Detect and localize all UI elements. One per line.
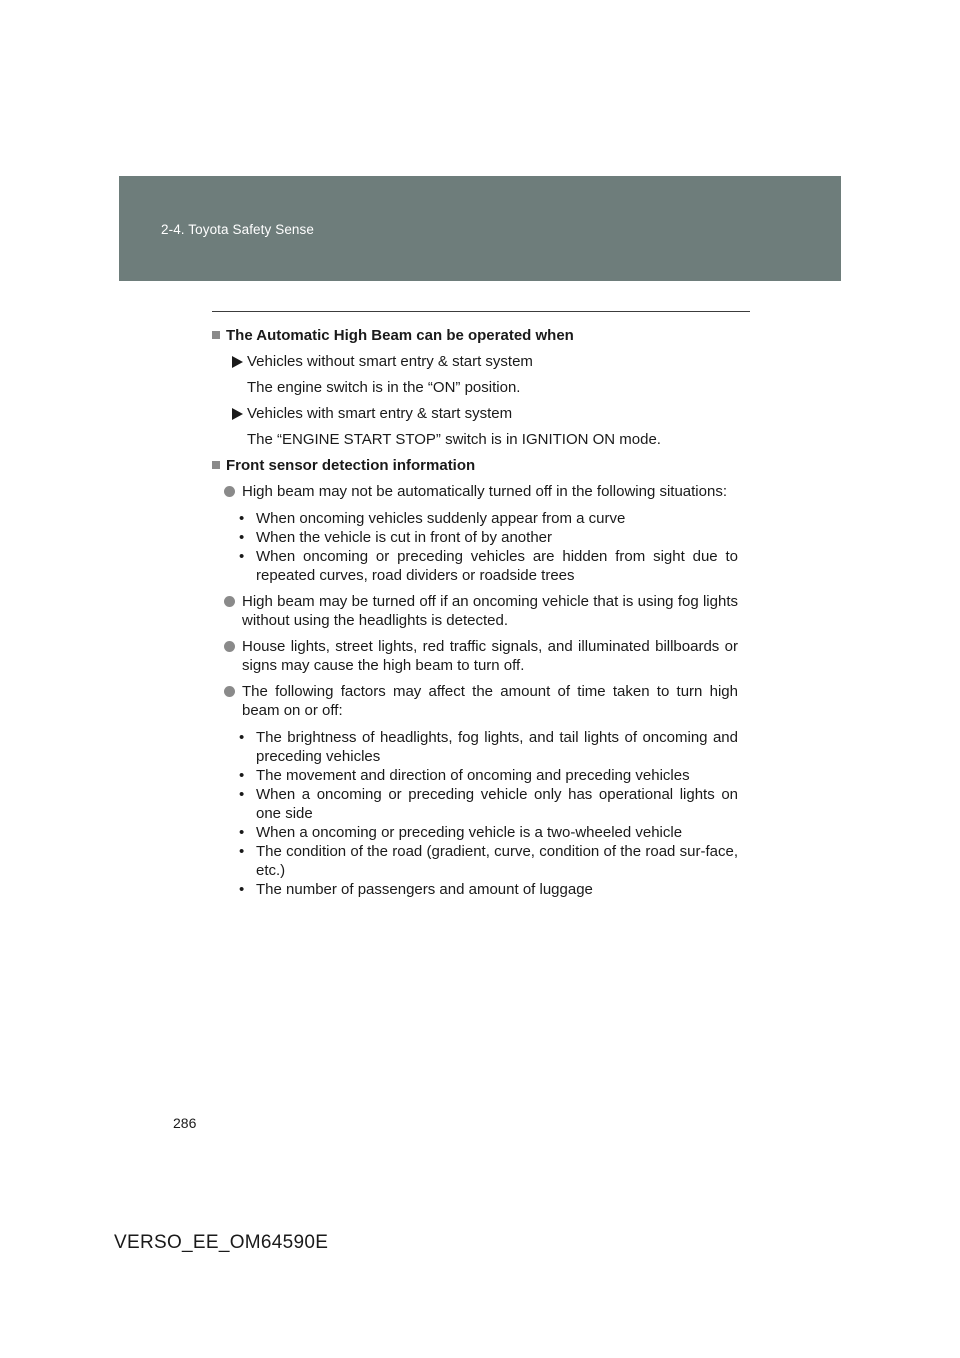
front-sensor-block xyxy=(212,456,738,899)
sub-list-item: • The movement and direction of oncoming and preceding vehicles xyxy=(239,767,690,784)
section-label: 2-4. Toyota Safety Sense xyxy=(161,222,314,237)
info-bullet: High beam may be turned off if an oncoming vehicle that is using fog lights without using the headlights is detected. xyxy=(212,592,738,630)
condition-text: The engine switch is in the “ON” position. xyxy=(247,379,521,396)
sub-list-item: • The brightness of headlights, fog lights, and tail lights of oncoming and preceding vehicles xyxy=(239,729,738,765)
info-bullet: The following factors may affect the amount of time taken to turn high beam on or off: xyxy=(212,682,738,720)
header-band xyxy=(119,176,841,281)
condition-text: The “ENGINE START STOP” switch is in IGNITION ON mode. xyxy=(247,431,661,448)
circle-bullet-icon xyxy=(224,641,235,652)
circle-bullet-icon xyxy=(224,486,235,497)
sub-list-item: • When oncoming or preceding vehicles are hidden from sight due to repeated curves, road dividers or roadside trees xyxy=(239,548,738,584)
sub-list xyxy=(212,509,738,585)
operated-when-title: The Automatic High Beam can be operated when xyxy=(226,327,574,344)
sub-list-item: • When oncoming vehicles suddenly appear from a curve xyxy=(239,510,626,527)
operated-when-heading xyxy=(212,326,738,345)
section-divider xyxy=(212,311,750,312)
triangle-arrow-icon xyxy=(232,356,243,368)
document-code: VERSO_EE_OM64590E xyxy=(114,1232,329,1253)
front-sensor-heading xyxy=(212,456,738,475)
sub-list-item: • When the vehicle is cut in front of by another xyxy=(239,529,552,546)
condition-label: Vehicles without smart entry & start system xyxy=(212,352,738,371)
page-content xyxy=(212,326,738,906)
sub-list-item: • When a oncoming or preceding vehicle only has operational lights on one side xyxy=(239,786,738,822)
sub-list-item: • When a oncoming or preceding vehicle is a two-wheeled vehicle xyxy=(239,824,683,841)
page-number: 286 xyxy=(173,1115,197,1131)
condition-label: Vehicles with smart entry & start system xyxy=(212,404,738,423)
square-bullet-icon xyxy=(212,461,220,469)
sub-list-item: • The number of passengers and amount of luggage xyxy=(239,881,593,898)
sub-list-item: • The condition of the road (gradient, curve, condition of the road sur-face, etc.) xyxy=(239,843,738,879)
circle-bullet-icon xyxy=(224,686,235,697)
triangle-arrow-icon xyxy=(232,408,243,420)
info-bullet: House lights, street lights, red traffic signals, and illuminated billboards or signs may cause the high beam to turn off. xyxy=(212,637,738,675)
info-bullet: High beam may not be automatically turned off in the following situations: xyxy=(212,482,738,501)
square-bullet-icon xyxy=(212,331,220,339)
circle-bullet-icon xyxy=(224,596,235,607)
sub-list xyxy=(212,728,738,899)
front-sensor-title: Front sensor detection information xyxy=(226,457,476,474)
operated-when-block xyxy=(212,326,738,449)
